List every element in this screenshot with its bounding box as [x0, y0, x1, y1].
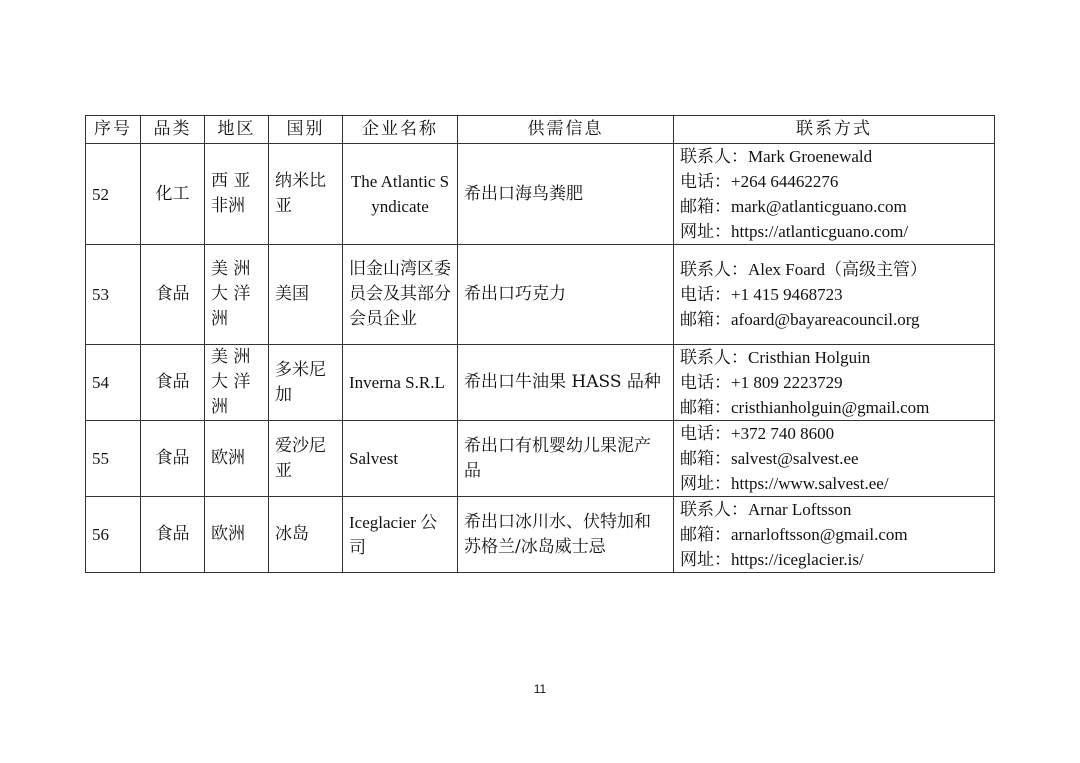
row-company: Salvest: [343, 421, 458, 497]
table-row: [86, 497, 995, 573]
row-category: 化工: [141, 144, 205, 245]
table-row: [86, 421, 995, 497]
contact-phone: 电话：+1 809 2223729: [680, 373, 843, 392]
contact-phone: 电话：+372 740 8600: [680, 424, 835, 443]
contact-email: 邮箱：cristhianholguin@gmail.com: [680, 398, 930, 417]
row-category: 食品: [141, 345, 205, 421]
enterprise-table: [85, 115, 995, 573]
row-no: 55: [86, 421, 141, 497]
row-country: 爱沙尼亚: [269, 421, 343, 497]
row-contact: [674, 245, 995, 345]
contact-website: 网址：https://www.salvest.ee/: [680, 474, 889, 493]
row-country: 纳米比亚: [269, 144, 343, 245]
row-company: Inverna S.R.L: [343, 345, 458, 421]
row-company: Iceglacier 公司: [343, 497, 458, 573]
header-country: 国别: [269, 116, 343, 144]
contact-email: 邮箱：afoard@bayareacouncil.org: [680, 310, 920, 329]
table-row: [86, 345, 995, 421]
header-company: 企业名称: [343, 116, 458, 144]
row-region: 美 洲 大 洋 洲: [205, 345, 269, 421]
row-contact: [674, 144, 995, 245]
table-row: [86, 144, 995, 245]
contact-phone: 电话：+264 64462276: [680, 172, 839, 191]
row-country: 多米尼加: [269, 345, 343, 421]
contact-email: 邮箱：salvest@salvest.ee: [680, 449, 859, 468]
row-country: 冰岛: [269, 497, 343, 573]
row-no: 52: [86, 144, 141, 245]
contact-person: 联系人：Mark Groenewald: [680, 147, 873, 166]
contact-person: 联系人：Alex Foard（高级主管）: [680, 260, 927, 279]
row-region: 美 洲 大 洋 洲: [205, 245, 269, 345]
row-region: 欧洲: [205, 497, 269, 573]
row-company: 旧金山湾区委员会及其部分会员企业: [343, 245, 458, 345]
table-row: [86, 245, 995, 345]
contact-website: 网址：https://atlanticguano.com/: [680, 222, 909, 241]
row-info: 希出口有机婴幼儿果泥产品: [458, 421, 674, 497]
header-info: 供需信息: [458, 116, 674, 144]
contact-website: 网址：https://iceglacier.is/: [680, 550, 864, 569]
row-no: 53: [86, 245, 141, 345]
row-info: 希出口海鸟粪肥: [458, 144, 674, 245]
row-category: 食品: [141, 497, 205, 573]
row-country: 美国: [269, 245, 343, 345]
contact-person: 联系人：Cristhian Holguin: [680, 348, 871, 367]
row-category: 食品: [141, 245, 205, 345]
page-number: 11: [533, 682, 547, 696]
row-contact: [674, 497, 995, 573]
row-info: 希出口冰川水、伏特加和苏格兰/冰岛威士忌: [458, 497, 674, 573]
header-no: 序号: [86, 116, 141, 144]
row-contact: [674, 421, 995, 497]
row-contact: [674, 345, 995, 421]
row-category: 食品: [141, 421, 205, 497]
contact-phone: 电话：+1 415 9468723: [680, 285, 843, 304]
row-region: 西 亚 非洲: [205, 144, 269, 245]
header-contact: 联系方式: [674, 116, 995, 144]
row-company: The Atlantic Syndicate: [343, 144, 458, 245]
row-no: 54: [86, 345, 141, 421]
table-header-row: [86, 116, 995, 144]
row-info: 希出口牛油果 HASS 品种: [458, 345, 674, 421]
contact-email: 邮箱：mark@atlanticguano.com: [680, 197, 907, 216]
row-info: 希出口巧克力: [458, 245, 674, 345]
contact-email: 邮箱：arnarloftsson@gmail.com: [680, 525, 908, 544]
contact-person: 联系人：Arnar Loftsson: [680, 500, 852, 519]
header-region: 地区: [205, 116, 269, 144]
row-region: 欧洲: [205, 421, 269, 497]
row-no: 56: [86, 497, 141, 573]
header-category: 品类: [141, 116, 205, 144]
